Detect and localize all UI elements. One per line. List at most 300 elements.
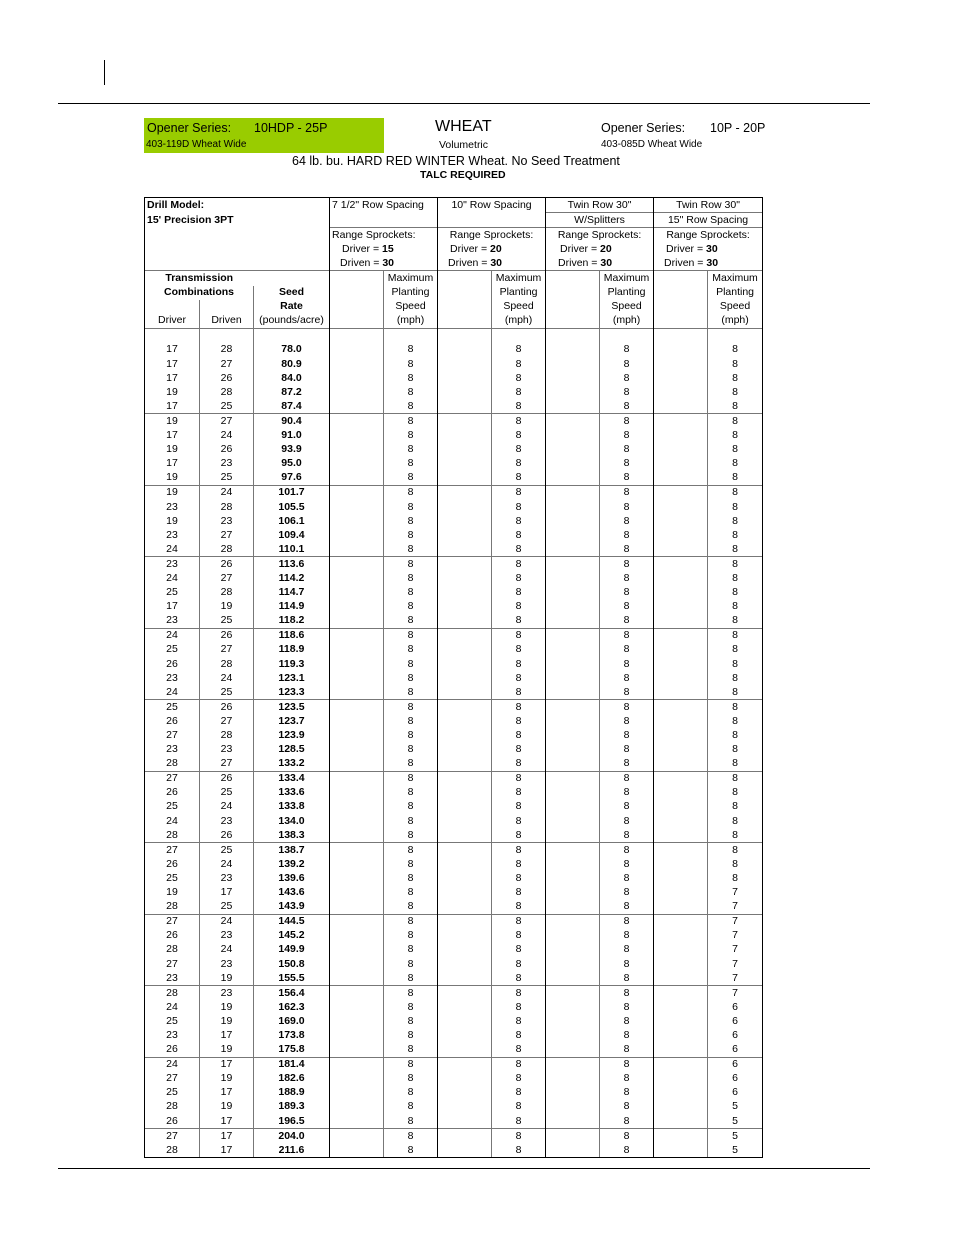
row-driver: 19 — [145, 443, 200, 457]
row-speed-4: 8 — [708, 600, 763, 614]
spacing-4-range: Range Sprockets: — [654, 228, 763, 243]
row-seed-rate: 97.6 — [254, 471, 330, 486]
row-driven: 27 — [200, 528, 254, 542]
row-driver: 26 — [145, 1043, 200, 1058]
row-speed-3: 8 — [600, 485, 654, 500]
header-rule — [58, 103, 870, 104]
row-speed-2: 8 — [492, 900, 546, 915]
spacer — [438, 586, 492, 600]
spacing-3-range: Range Sprockets: — [546, 228, 654, 243]
row-speed-1: 8 — [384, 943, 438, 957]
spacer — [438, 414, 492, 429]
spacer — [438, 514, 492, 528]
spacer — [654, 1014, 708, 1028]
row-speed-3: 8 — [600, 828, 654, 843]
table-row — [145, 886, 763, 900]
row-driven: 27 — [200, 357, 254, 371]
table-row — [145, 714, 763, 728]
row-speed-3: 8 — [600, 871, 654, 885]
row-driver: 17 — [145, 357, 200, 371]
row-driven: 17 — [200, 1114, 254, 1129]
row-speed-2: 8 — [492, 657, 546, 671]
spacer — [654, 900, 708, 915]
spacer — [654, 528, 708, 542]
row-speed-4: 8 — [708, 514, 763, 528]
spacer — [330, 700, 384, 715]
row-speed-3: 8 — [600, 399, 654, 414]
spacer — [654, 357, 708, 371]
row-driven: 23 — [200, 743, 254, 757]
spacer — [330, 1100, 384, 1114]
row-speed-2: 8 — [492, 1028, 546, 1042]
row-speed-2: 8 — [492, 385, 546, 399]
row-speed-2: 8 — [492, 814, 546, 828]
row-driver: 23 — [145, 614, 200, 629]
row-speed-2: 8 — [492, 614, 546, 629]
spacer — [438, 542, 492, 557]
row-speed-4: 6 — [708, 1086, 763, 1100]
spacer — [546, 1072, 600, 1086]
spacer — [330, 786, 384, 800]
row-speed-4: 8 — [708, 471, 763, 486]
spacing-4-title: Twin Row 30" — [654, 198, 763, 213]
row-driver: 26 — [145, 786, 200, 800]
row-seed-rate: 181.4 — [254, 1057, 330, 1072]
spacer — [654, 557, 708, 572]
row-driven: 23 — [200, 986, 254, 1001]
row-speed-2: 8 — [492, 571, 546, 585]
row-driver: 19 — [145, 485, 200, 500]
spacer — [546, 714, 600, 728]
row-speed-2: 8 — [492, 457, 546, 471]
row-speed-3: 8 — [600, 786, 654, 800]
spacer — [546, 614, 600, 629]
spacing-4-driven: Driven = 30 — [654, 256, 763, 271]
row-driven: 19 — [200, 1014, 254, 1028]
row-seed-rate: 109.4 — [254, 528, 330, 542]
table-row — [145, 399, 763, 414]
row-speed-4: 8 — [708, 714, 763, 728]
spacer — [654, 514, 708, 528]
row-speed-4: 8 — [708, 414, 763, 429]
spacer — [330, 900, 384, 915]
spacer — [546, 385, 600, 399]
row-speed-4: 8 — [708, 685, 763, 700]
row-speed-1: 8 — [384, 828, 438, 843]
row-seed-rate: 138.3 — [254, 828, 330, 843]
row-speed-2: 8 — [492, 1114, 546, 1129]
row-speed-2: 8 — [492, 757, 546, 772]
row-seed-rate: 87.4 — [254, 399, 330, 414]
row-driver: 28 — [145, 1143, 200, 1158]
row-speed-1: 8 — [384, 371, 438, 385]
driven-header: Driven — [200, 314, 254, 329]
spacer — [546, 557, 600, 572]
table-row — [145, 857, 763, 871]
row-driver: 26 — [145, 929, 200, 943]
row-speed-2: 8 — [492, 1014, 546, 1028]
row-speed-2: 8 — [492, 1043, 546, 1058]
transmission-header: Transmission — [145, 271, 254, 286]
spacer — [330, 657, 384, 671]
spacer — [546, 900, 600, 915]
spacer — [546, 1057, 600, 1072]
spacer — [654, 1057, 708, 1072]
spacer — [438, 1129, 492, 1144]
seed-rate-rows — [145, 343, 763, 1158]
spacer — [438, 786, 492, 800]
table-row — [145, 528, 763, 542]
row-speed-3: 8 — [600, 357, 654, 371]
row-seed-rate: 133.8 — [254, 800, 330, 814]
row-speed-4: 8 — [708, 800, 763, 814]
row-driven: 19 — [200, 1000, 254, 1014]
spacing-3-driver: Driver = 20 — [546, 242, 654, 256]
spacer — [330, 943, 384, 957]
row-driven: 26 — [200, 557, 254, 572]
row-seed-rate: 118.9 — [254, 643, 330, 657]
table-row — [145, 700, 763, 715]
row-seed-rate: 123.1 — [254, 671, 330, 685]
row-speed-4: 5 — [708, 1100, 763, 1114]
spacer — [546, 957, 600, 971]
spacer — [330, 571, 384, 585]
row-speed-4: 5 — [708, 1129, 763, 1144]
spacer — [654, 414, 708, 429]
spacer — [654, 914, 708, 929]
row-speed-1: 8 — [384, 857, 438, 871]
row-seed-rate: 78.0 — [254, 343, 330, 357]
row-seed-rate: 114.9 — [254, 600, 330, 614]
spacer — [654, 614, 708, 629]
spacer — [654, 1100, 708, 1114]
row-speed-2: 8 — [492, 357, 546, 371]
row-speed-2: 8 — [492, 771, 546, 786]
row-driven: 28 — [200, 385, 254, 399]
row-speed-4: 7 — [708, 986, 763, 1001]
table-row — [145, 1028, 763, 1042]
spacer — [438, 628, 492, 643]
spacing-2-title: 10" Row Spacing — [438, 198, 546, 213]
spacer — [330, 586, 384, 600]
spacer — [654, 728, 708, 742]
row-seed-rate: 211.6 — [254, 1143, 330, 1158]
spacer — [546, 1014, 600, 1028]
spacer — [546, 886, 600, 900]
row-driven: 19 — [200, 971, 254, 986]
row-seed-rate: 105.5 — [254, 500, 330, 514]
spacer — [546, 757, 600, 772]
row-speed-2: 8 — [492, 586, 546, 600]
spacing-1-range: Range Sprockets: — [330, 228, 438, 243]
row-speed-3: 8 — [600, 471, 654, 486]
row-seed-rate: 110.1 — [254, 542, 330, 557]
row-speed-4: 7 — [708, 914, 763, 929]
spacer — [546, 929, 600, 943]
row-seed-rate: 123.9 — [254, 728, 330, 742]
table-row — [145, 657, 763, 671]
row-speed-2: 8 — [492, 828, 546, 843]
row-speed-1: 8 — [384, 757, 438, 772]
row-speed-2: 8 — [492, 471, 546, 486]
spacer — [330, 457, 384, 471]
seed-rate-table: Drill Model: 7 1/2" Row Spacing 10" Row Spacing Twin Row 30" Twin Row 30" 15' Precision 3PT W/Splitters 15" Row Spacing Range Sprockets: Range Sprockets: Range Sprockets: Range Sprockets: Driver = 15 Driver = 20 Driver = 20 Driver = 30 Driven = 30 Driven = 30 Driven = 30 Driven = 30 Transmission Maximum Maximum Maximum Maximum Combinations Seed Planting Planting Planting Planting Rate Speed Speed Speed Speed Driver Driven (pounds/acre) (mph) (mph) (mph) (mph) 17 28 78.0 8 8 8 8 17 27 80.9 8 8 8 8 17 26 84.0 8 8 8 8 19 28 87.2 8 8 8 8 17 25 87.4 8 8 8 8 19 27 90.4 8 8 8 8 17 24 91.0 8 8 8 8 19 26 93.9 8 8 8 8 17 23 95.0 8 8 8 8 19 25 97.6 8 8 8 8 19 24 101.7 8 8 8 8 23 28 105.5 8 8 8 8 19 23 106.1 8 8 8 8 23 27 109.4 8 8 8 8 24 28 110.1 8 8 8 8 23 26 113.6 8 8 8 8 24 27 114.2 8 8 8 8 25 28 114.7 8 8 8 8 17 19 114.9 8 8 8 8 23 25 118.2 8 8 8 8 24 26 118.6 8 8 8 8 25 27 118.9 8 8 8 8 26 28 119.3 8 8 8 8 23 24 123.1 8 8 8 8 24 25 123.3 8 8 8 8 25 26 123.5 8 8 8 8 26 27 123.7 8 8 8 8 27 28 123.9 8 8 8 8 23 23 128.5 8 8 8 8 28 27 133.2 8 8 8 8 27 26 133.4 8 8 8 8 26 25 133.6 8 8 8 8 25 24 133.8 8 8 8 8 24 23 134.0 8 8 8 8 28 26 138.3 8 8 8 8 27 25 138.7 8 8 8 8 26 24 139.2 8 8 8 8 25 23 139.6 8 8 8 8 19 17 143.6 8 8 8 7 28 25 143.9 8 8 8 7 27 24 144.5 8 8 8 7 26 23 145.2 8 8 8 7 28 24 149.9 8 8 8 7 27 23 150.8 8 8 8 7 23 19 155.5 8 8 8 7 28 23 156.4 8 8 8 7 24 19 162.3 8 8 8 6 25 19 169.0 8 8 8 6 23 17 173.8 8 8 8 6 26 19 175.8 8 8 8 6 24 17 181.4 8 8 8 6 27 19 182.6 8 8 8 6 25 17 188.9 8 8 8 6 28 19 189.3 8 8 8 5 26 17 196.5 8 8 8 5 27 17 204.0 8 8 8 5 28 17 211.6 8 8 8 5 — [144, 197, 763, 1158]
left-opener-label: Opener Series: — [147, 121, 232, 135]
table-row — [145, 614, 763, 629]
row-driver: 17 — [145, 429, 200, 443]
row-speed-1: 8 — [384, 929, 438, 943]
row-speed-1: 8 — [384, 843, 438, 858]
spacer — [330, 685, 384, 700]
row-speed-3: 8 — [600, 971, 654, 986]
spacer — [546, 857, 600, 871]
row-driven: 25 — [200, 685, 254, 700]
row-seed-rate: 128.5 — [254, 743, 330, 757]
row-seed-rate: 182.6 — [254, 1072, 330, 1086]
spacer — [438, 528, 492, 542]
spacer — [438, 857, 492, 871]
row-driven: 23 — [200, 929, 254, 943]
row-seed-rate: 189.3 — [254, 1100, 330, 1114]
row-speed-2: 8 — [492, 943, 546, 957]
row-speed-4: 8 — [708, 771, 763, 786]
row-speed-4: 8 — [708, 700, 763, 715]
spacer — [546, 871, 600, 885]
spacer — [330, 600, 384, 614]
row-driver: 25 — [145, 643, 200, 657]
spacer — [330, 1028, 384, 1042]
spacer — [330, 528, 384, 542]
row-driven: 17 — [200, 1028, 254, 1042]
table-row — [145, 443, 763, 457]
drill-model-label: Drill Model: — [145, 198, 330, 213]
row-speed-3: 8 — [600, 371, 654, 385]
row-speed-3: 8 — [600, 943, 654, 957]
spacer — [438, 443, 492, 457]
spacer — [546, 643, 600, 657]
row-driven: 28 — [200, 586, 254, 600]
row-speed-3: 8 — [600, 700, 654, 715]
row-speed-4: 7 — [708, 929, 763, 943]
seed-rate-header: Seed — [254, 286, 330, 300]
row-driver: 17 — [145, 457, 200, 471]
row-speed-4: 6 — [708, 1014, 763, 1028]
spacer — [438, 800, 492, 814]
row-speed-4: 8 — [708, 757, 763, 772]
row-speed-3: 8 — [600, 800, 654, 814]
talc-note: TALC REQUIRED — [420, 169, 506, 181]
row-driver: 25 — [145, 700, 200, 715]
row-speed-1: 8 — [384, 414, 438, 429]
row-driven: 27 — [200, 414, 254, 429]
table-row — [145, 586, 763, 600]
spacer — [546, 471, 600, 486]
row-seed-rate: 133.6 — [254, 786, 330, 800]
row-speed-4: 8 — [708, 371, 763, 385]
row-speed-2: 8 — [492, 514, 546, 528]
table-row — [145, 471, 763, 486]
spacer — [438, 399, 492, 414]
spacer — [438, 1143, 492, 1158]
table-row — [145, 357, 763, 371]
table-row — [145, 1072, 763, 1086]
spacer — [546, 586, 600, 600]
spacer — [546, 971, 600, 986]
table-row — [145, 500, 763, 514]
row-seed-rate: 123.5 — [254, 700, 330, 715]
row-driver: 25 — [145, 1014, 200, 1028]
row-speed-1: 8 — [384, 986, 438, 1001]
table-row — [145, 971, 763, 986]
spacer — [438, 600, 492, 614]
row-speed-1: 8 — [384, 643, 438, 657]
row-speed-2: 8 — [492, 1100, 546, 1114]
row-seed-rate: 90.4 — [254, 414, 330, 429]
spacer — [330, 385, 384, 399]
spacer — [330, 557, 384, 572]
spacer — [438, 743, 492, 757]
spacer — [654, 600, 708, 614]
row-speed-3: 8 — [600, 1072, 654, 1086]
spacer — [546, 843, 600, 858]
row-speed-2: 8 — [492, 1129, 546, 1144]
row-speed-3: 8 — [600, 986, 654, 1001]
footer-rule — [58, 1168, 870, 1169]
row-driver: 24 — [145, 628, 200, 643]
row-seed-rate: 139.6 — [254, 871, 330, 885]
row-speed-1: 8 — [384, 714, 438, 728]
spacer — [330, 1014, 384, 1028]
row-speed-1: 8 — [384, 399, 438, 414]
spacer — [546, 814, 600, 828]
spacer — [438, 1000, 492, 1014]
row-speed-2: 8 — [492, 399, 546, 414]
row-driven: 23 — [200, 871, 254, 885]
row-driver: 27 — [145, 1129, 200, 1144]
spacer — [654, 385, 708, 399]
row-speed-4: 8 — [708, 786, 763, 800]
spacer — [438, 714, 492, 728]
row-seed-rate: 134.0 — [254, 814, 330, 828]
row-speed-1: 8 — [384, 814, 438, 828]
row-speed-2: 8 — [492, 800, 546, 814]
row-speed-2: 8 — [492, 371, 546, 385]
table-row — [145, 643, 763, 657]
row-speed-1: 8 — [384, 1028, 438, 1042]
spacer — [546, 685, 600, 700]
spacer — [330, 886, 384, 900]
row-driver: 24 — [145, 542, 200, 557]
row-speed-2: 8 — [492, 685, 546, 700]
row-driven: 26 — [200, 443, 254, 457]
spacer — [438, 371, 492, 385]
spacer — [438, 957, 492, 971]
row-speed-4: 6 — [708, 1072, 763, 1086]
spacer — [330, 929, 384, 943]
spacer — [546, 343, 600, 357]
row-speed-3: 8 — [600, 671, 654, 685]
spacer — [654, 757, 708, 772]
row-seed-rate: 101.7 — [254, 485, 330, 500]
row-speed-1: 8 — [384, 1114, 438, 1129]
table-row — [145, 929, 763, 943]
table-row — [145, 557, 763, 572]
row-seed-rate: 114.7 — [254, 586, 330, 600]
row-speed-1: 8 — [384, 586, 438, 600]
row-seed-rate: 143.9 — [254, 900, 330, 915]
spacer — [654, 986, 708, 1001]
table-row — [145, 800, 763, 814]
row-driver: 23 — [145, 500, 200, 514]
spacing-4-driver: Driver = 30 — [654, 242, 763, 256]
row-speed-4: 8 — [708, 871, 763, 885]
row-seed-rate: 156.4 — [254, 986, 330, 1001]
table-row — [145, 1100, 763, 1114]
spacer — [438, 357, 492, 371]
row-speed-3: 8 — [600, 542, 654, 557]
row-seed-rate: 155.5 — [254, 971, 330, 986]
speed-header-3: Maximum — [600, 271, 654, 286]
table-row — [145, 671, 763, 685]
row-driver: 26 — [145, 657, 200, 671]
spacer — [654, 1114, 708, 1129]
spacer — [546, 1086, 600, 1100]
spacer — [654, 1043, 708, 1058]
spacer — [546, 786, 600, 800]
row-driven: 27 — [200, 714, 254, 728]
row-speed-1: 8 — [384, 471, 438, 486]
row-driver: 19 — [145, 471, 200, 486]
table-row — [145, 514, 763, 528]
row-driver: 19 — [145, 385, 200, 399]
spacer — [438, 943, 492, 957]
row-speed-2: 8 — [492, 343, 546, 357]
spacer — [654, 542, 708, 557]
row-seed-rate: 162.3 — [254, 1000, 330, 1014]
row-driver: 23 — [145, 1028, 200, 1042]
spacer — [654, 457, 708, 471]
spacer — [654, 714, 708, 728]
spacer — [438, 728, 492, 742]
row-driven: 24 — [200, 671, 254, 685]
row-speed-2: 8 — [492, 986, 546, 1001]
spacer — [330, 1086, 384, 1100]
spacer — [330, 957, 384, 971]
row-speed-4: 8 — [708, 628, 763, 643]
spacer — [546, 1114, 600, 1129]
spacer — [546, 514, 600, 528]
row-speed-1: 8 — [384, 1057, 438, 1072]
row-speed-3: 8 — [600, 557, 654, 572]
row-speed-1: 8 — [384, 500, 438, 514]
row-speed-2: 8 — [492, 886, 546, 900]
row-driven: 19 — [200, 1072, 254, 1086]
right-opener-value: 10P - 20P — [710, 121, 766, 135]
row-speed-1: 8 — [384, 1129, 438, 1144]
table-row — [145, 429, 763, 443]
spacer — [654, 485, 708, 500]
row-speed-1: 8 — [384, 900, 438, 915]
spacing-1-driven: Driven = 30 — [330, 256, 438, 271]
row-driver: 28 — [145, 900, 200, 915]
table-row — [145, 986, 763, 1001]
row-driver: 24 — [145, 571, 200, 585]
row-speed-3: 8 — [600, 843, 654, 858]
spacer — [654, 700, 708, 715]
spacer — [330, 814, 384, 828]
spacer — [546, 1143, 600, 1158]
row-speed-3: 8 — [600, 571, 654, 585]
